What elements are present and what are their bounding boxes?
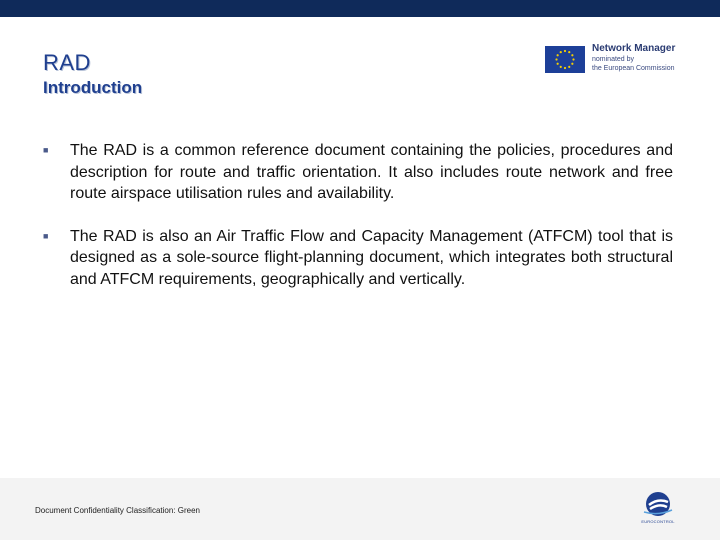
slide-subtitle: Introduction [43,78,143,97]
network-manager-logo [545,44,695,76]
logo-line-1: nominated by [592,56,635,63]
logo-line-2: the European Commission [592,65,675,72]
bullet-square-icon: ■ [43,230,49,241]
eurocontrol-label: EUROCONTROL [641,519,675,524]
eurocontrol-logo-icon [638,490,678,520]
logo-title: Network Manager [592,43,676,54]
confidentiality-classification: Document Confidentiality Classification: Green [35,506,200,515]
bullet-square-icon: ■ [43,145,49,155]
top-bar [0,0,720,17]
bullet-text: The RAD is a common reference document containing the policies, procedures and description for route and traffic orientation. It also includes route network and free route airspace utilisation rules and availability. [70,142,673,202]
bullet-list [43,140,673,311]
bullet-item [43,140,673,205]
bullet-item [43,226,673,291]
eu-flag-icon [545,46,585,73]
eurocontrol-logo [638,490,678,528]
footer [0,478,720,540]
logo-text [592,44,675,72]
bullet-text: The RAD is also an Air Traffic Flow and Capacity Management (ATFCM) tool that is designed as a sole-source flight-planning document, which integrates both structural and ATFCM requirements, geographically and vertically. [70,227,673,288]
slide-title: RAD [43,50,91,75]
